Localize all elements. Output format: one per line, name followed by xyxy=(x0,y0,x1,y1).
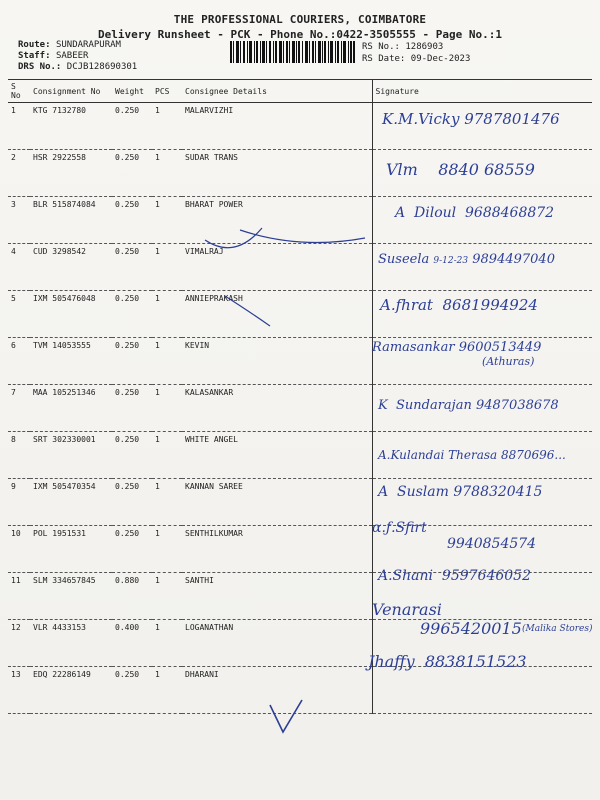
signature-mark: α.ƒ.Sfirt xyxy=(372,520,427,536)
signature-mark: K.M.Vicky xyxy=(382,110,465,128)
cell-pcs: 1 xyxy=(152,150,182,197)
rs-number-value: 1286903 xyxy=(405,42,444,52)
cell-consignment-no: HSR 2922558 xyxy=(30,150,112,197)
cell-sno: 6 xyxy=(8,338,30,385)
cell-consignee: MALARVIZHI xyxy=(182,103,372,150)
drs-value: DCJB128690301 xyxy=(66,62,138,72)
cell-consignment-no: TVM 14053555 xyxy=(30,338,112,385)
cell-consignee: BHARAT POWER xyxy=(182,197,372,244)
phone-row-2: 8840 68559 xyxy=(438,160,535,179)
cell-consignee: SANTHI xyxy=(182,573,372,620)
cell-pcs: 1 xyxy=(152,479,182,526)
cell-consignee: SUDAR TRANS xyxy=(182,150,372,197)
cell-sno: 9 xyxy=(8,479,30,526)
phone-row-12: 9965420015 xyxy=(420,619,522,638)
cell-weight: 0.400 xyxy=(112,620,152,667)
signature-mark: K xyxy=(378,398,396,413)
cell-weight: 0.250 xyxy=(112,667,152,714)
cell-consignment-no: VLR 4433153 xyxy=(30,620,112,667)
signature-mark: A.Shani xyxy=(378,568,442,584)
phone-row-7: Sundarajan 9487038678 xyxy=(395,398,559,413)
cell-consignee: KANNAN SAREE xyxy=(182,479,372,526)
cell-weight: 0.880 xyxy=(112,573,152,620)
cell-sno: 11 xyxy=(8,573,30,620)
cell-pcs: 1 xyxy=(152,620,182,667)
route-label: Route: xyxy=(18,40,51,50)
cell-consignment-no: IXM 505470354 xyxy=(30,479,112,526)
cell-consignee: SENTHILKUMAR xyxy=(182,526,372,573)
cell-sno: 2 xyxy=(8,150,30,197)
cell-consignee: KEVIN xyxy=(182,338,372,385)
cell-sno: 7 xyxy=(8,385,30,432)
cell-consignee: VIMALRAJ xyxy=(182,244,372,291)
cell-consignment-no: EDQ 22286149 xyxy=(30,667,112,714)
cell-consignee: LOGANATHAN xyxy=(182,620,372,667)
cell-consignment-no: MAA 105251346 xyxy=(30,385,112,432)
company-title: THE PROFESSIONAL COURIERS, COIMBATORE xyxy=(173,13,427,26)
cell-weight: 0.250 xyxy=(112,338,152,385)
signature-row-8: A.Kulandai Therasa 8870696... xyxy=(378,448,566,462)
note-row-12: (Malika Stores) xyxy=(522,624,593,634)
signature-mark: Vlm xyxy=(386,160,439,179)
phone-row-1: 9787801476 xyxy=(464,110,560,128)
staff-value: SABEER xyxy=(55,51,89,61)
cell-consignee: ANNIEPRAKASH xyxy=(182,291,372,338)
note-row-6: (Athuras) xyxy=(482,355,535,368)
cell-consignee: WHITE ANGEL xyxy=(182,432,372,479)
cell-consignment-no: SRT 302330001 xyxy=(30,432,112,479)
col-header-weight: Weight xyxy=(112,80,152,103)
signee-row-6: Ramasankar xyxy=(372,340,455,355)
rs-date-label: RS Date: xyxy=(362,54,406,64)
cell-pcs: 1 xyxy=(152,103,182,150)
cell-sno: 3 xyxy=(8,197,30,244)
drs-label: DRS No.: xyxy=(18,62,62,72)
pen-stroke-row-5 xyxy=(225,296,270,326)
col-header-consignment: Consignment No xyxy=(30,80,112,103)
phone-row-11: 9597646052 xyxy=(441,568,531,584)
pen-stroke-row-4 xyxy=(205,228,262,248)
cell-weight: 0.250 xyxy=(112,526,152,573)
phone-row-10: 9940854574 xyxy=(447,536,537,552)
phone-row-3: 9688468872 xyxy=(465,205,555,221)
signature-mark: A.fhrat xyxy=(380,296,443,314)
cell-consignment-no: SLM 334657845 xyxy=(30,573,112,620)
cell-sno: 13 xyxy=(8,667,30,714)
cell-sno: 4 xyxy=(8,244,30,291)
check-mark-icon xyxy=(270,700,302,732)
cell-pcs: 1 xyxy=(152,385,182,432)
cell-weight: 0.250 xyxy=(112,479,152,526)
col-header-sno: S No xyxy=(8,80,30,103)
cell-consignment-no: KTG 7132780 xyxy=(30,103,112,150)
cell-weight: 0.250 xyxy=(112,432,152,479)
cell-pcs: 1 xyxy=(152,244,182,291)
cell-consignment-no: CUD 3298542 xyxy=(30,244,112,291)
phone-row-13: 8838151523 xyxy=(424,652,527,671)
staff-label: Staff: xyxy=(18,51,51,61)
cell-consignee: DHARANI xyxy=(182,667,372,714)
cell-weight: 0.250 xyxy=(112,244,152,291)
cell-consignment-no: IXM 505476048 xyxy=(30,291,112,338)
date-row-4: 9-12-23 xyxy=(433,256,469,266)
cell-consignment-no: BLR 515874084 xyxy=(30,197,112,244)
runsheet-subtitle: Delivery Runsheet - PCK - Phone No.:0422-3505555 - Page No.:1 xyxy=(98,28,502,41)
cell-weight: 0.250 xyxy=(112,291,152,338)
signature-mark: A Suslam xyxy=(378,484,454,500)
phone-row-9: 9788320415 xyxy=(453,484,543,500)
cell-sno: 5 xyxy=(8,291,30,338)
cell-weight: 0.250 xyxy=(112,150,152,197)
route-value: SUNDARAPURAM xyxy=(55,40,121,50)
cell-pcs: 1 xyxy=(152,667,182,714)
signee-row-4: Suseela xyxy=(378,252,430,267)
rs-date-value: 09-Dec-2023 xyxy=(410,54,471,64)
cell-pcs: 1 xyxy=(152,197,182,244)
cell-consignee: KALASANKAR xyxy=(182,385,372,432)
cell-weight: 0.250 xyxy=(112,197,152,244)
cell-sno: 10 xyxy=(8,526,30,573)
signature-mark: A Diloul xyxy=(395,205,466,221)
cell-sno: 1 xyxy=(8,103,30,150)
rs-number-label: RS No.: xyxy=(362,42,400,52)
cell-pcs: 1 xyxy=(152,526,182,573)
cell-pcs: 1 xyxy=(152,291,182,338)
cell-weight: 0.250 xyxy=(112,385,152,432)
cell-pcs: 1 xyxy=(152,338,182,385)
cell-sno: 8 xyxy=(8,432,30,479)
cell-weight: 0.250 xyxy=(112,103,152,150)
col-header-signature: Signature xyxy=(372,80,592,103)
signature-mark: Jhaffy xyxy=(368,652,425,671)
cell-sno: 12 xyxy=(8,620,30,667)
col-header-consignee: Consignee Details xyxy=(182,80,372,103)
phone-row-4: 9894497040 xyxy=(472,252,555,267)
cell-pcs: 1 xyxy=(152,432,182,479)
cell-consignment-no: POL 1951531 xyxy=(30,526,112,573)
signee-row-12: Venarasi xyxy=(372,600,442,619)
phone-row-6: 9600513449 xyxy=(458,340,542,355)
col-header-pcs: PCS xyxy=(152,80,182,103)
phone-row-5: 8681994924 xyxy=(442,296,538,314)
cell-pcs: 1 xyxy=(152,573,182,620)
